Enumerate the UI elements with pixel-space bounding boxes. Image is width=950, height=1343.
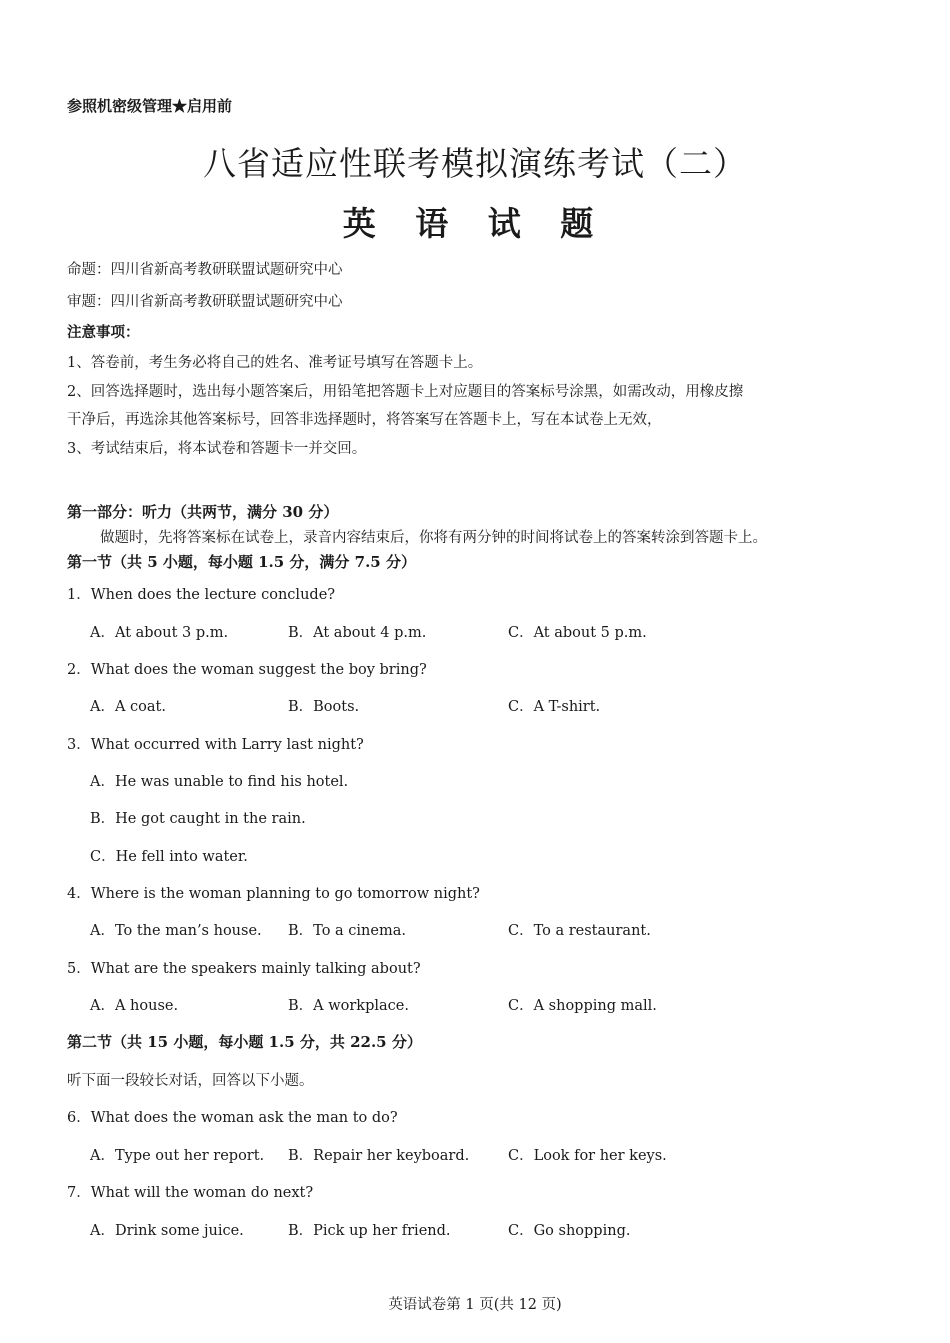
- q5-option-b: B．A workplace.: [288, 998, 409, 1014]
- q1-option-b: B．At about 4 p.m.: [288, 625, 427, 641]
- exam-title: 八省适应性联考模拟演练考试（二）: [203, 144, 747, 183]
- q3-option-c: C．He fell into water.: [90, 849, 248, 865]
- reviewer-line: 审题：四川省新高考教研联盟试题研究中心: [67, 294, 343, 310]
- q2-option-c: C．A T-shirt.: [508, 699, 601, 715]
- q6-option-c: C．Look for her keys.: [508, 1148, 667, 1164]
- part1-instruction: 做题时，先将答案标在试卷上，录音内容结束后，你将有两分钟的时间将试卷上的答案转涂到答题卡上。: [100, 530, 767, 546]
- section2-heading: 第二节（共 15 小题，每小题 1.5 分，共 22.5 分）: [67, 1033, 422, 1051]
- secret-level-label: 参照机密级管理★启用前: [67, 97, 233, 115]
- section1-heading: 第一节（共 5 小题，每小题 1.5 分，满分 7.5 分）: [67, 553, 416, 571]
- q4-option-c: C．To a restaurant.: [508, 923, 651, 939]
- part1-heading: 第一部分：听力（共两节，满分 30 分）: [67, 503, 339, 521]
- question-2: 2．What does the woman suggest the boy bring?: [67, 662, 427, 678]
- notice-item-1: 1、答卷前，考生务必将自己的姓名、准考证号填写在答题卡上。: [67, 355, 483, 371]
- q7-option-b: B．Pick up her friend.: [288, 1223, 451, 1239]
- q3-option-a: A．He was unable to find his hotel.: [90, 774, 349, 790]
- q6-option-a: A．Type out her report.: [90, 1148, 265, 1164]
- q7-option-a: A．Drink some juice.: [90, 1223, 244, 1239]
- page-footer: 英语试卷第 1 页(共 12 页): [388, 1297, 562, 1313]
- notice-item-2a: 2、回答选择题时，选出每小题答案后，用铅笔把答题卡上对应题目的答案标号涂黑，如需改动，用橡皮擦: [67, 384, 744, 400]
- q1-option-c: C．At about 5 p.m.: [508, 625, 647, 641]
- q3-option-b: B．He got caught in the rain.: [90, 811, 306, 827]
- author-line: 命题：四川省新高考教研联盟试题研究中心: [67, 262, 343, 278]
- question-4: 4．Where is the woman planning to go tomorrow night?: [67, 886, 480, 902]
- notice-heading: 注意事项：: [67, 324, 140, 341]
- notice-item-3: 3、考试结束后，将本试卷和答题卡一并交回。: [67, 441, 367, 457]
- subject-title: 英 语 试 题: [342, 204, 608, 243]
- q2-option-a: A．A coat.: [90, 699, 166, 715]
- q5-option-a: A．A house.: [90, 998, 179, 1014]
- question-7: 7．What will the woman do next?: [67, 1185, 314, 1201]
- question-3: 3．What occurred with Larry last night?: [67, 737, 364, 753]
- q1-option-a: A．At about 3 p.m.: [90, 625, 229, 641]
- q5-option-c: C．A shopping mall.: [508, 998, 657, 1014]
- notice-item-2b: 干净后，再选涂其他答案标号，回答非选择题时，将答案写在答题卡上，写在本试卷上无效，: [67, 412, 662, 428]
- question-5: 5．What are the speakers mainly talking about?: [67, 961, 421, 977]
- question-6: 6．What does the woman ask the man to do?: [67, 1110, 398, 1126]
- q6-option-b: B．Repair her keyboard.: [288, 1148, 470, 1164]
- question-1: 1．When does the lecture conclude?: [67, 587, 336, 603]
- q2-option-b: B．Boots.: [288, 699, 360, 715]
- q4-option-b: B．To a cinema.: [288, 923, 406, 939]
- q7-option-c: C．Go shopping.: [508, 1223, 631, 1239]
- q4-option-a: A．To the man’s house.: [90, 923, 262, 939]
- section2-instruction: 听下面一段较长对话，回答以下小题。: [67, 1073, 314, 1089]
